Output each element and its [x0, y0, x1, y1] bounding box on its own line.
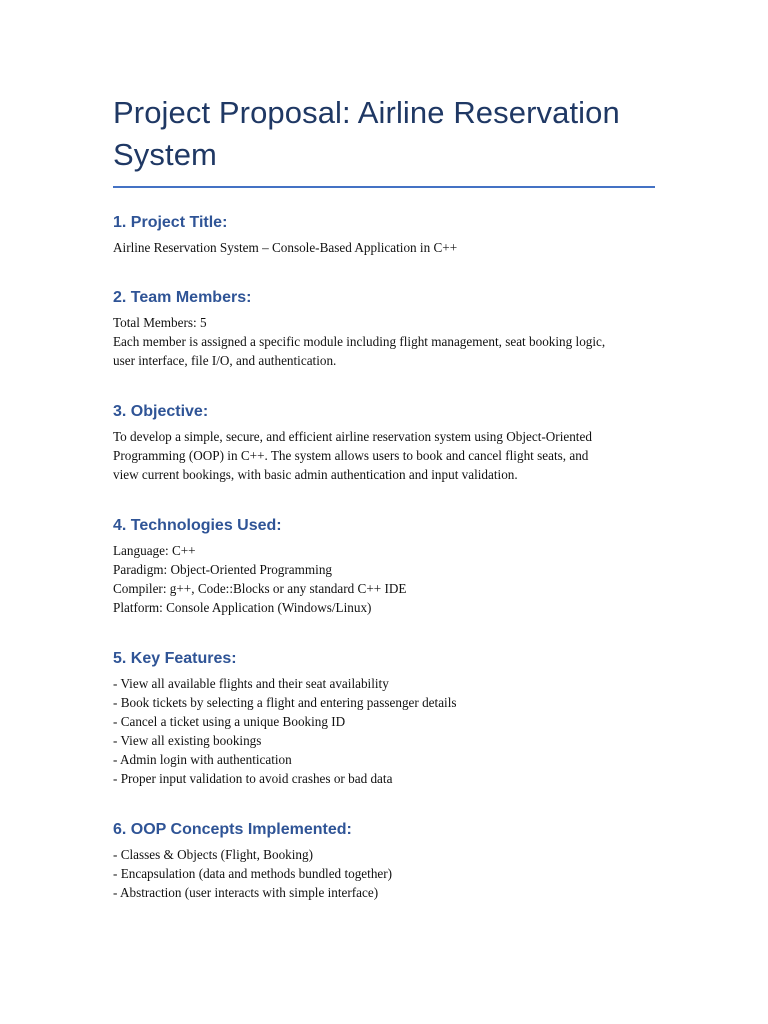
body-line: - Classes & Objects (Flight, Booking): [113, 847, 314, 862]
body-line: - Abstraction (user interacts with simple interface): [113, 885, 379, 900]
section-heading: 3. Objective:: [113, 403, 209, 420]
section-heading: 5. Key Features:: [113, 650, 237, 667]
body-line: - Book tickets by selecting a flight and entering passenger details: [113, 695, 457, 710]
section-project-title: [113, 212, 658, 257]
section-body: [113, 845, 658, 902]
section-technologies: [113, 515, 658, 617]
body-line: Language: C++: [113, 543, 196, 558]
body-line: - Encapsulation (data and methods bundled together): [113, 866, 393, 881]
section-team-members: [113, 287, 658, 370]
section-body: [113, 238, 658, 257]
section-key-features: [113, 648, 658, 788]
body-line: Paradigm: Object-Oriented Programming: [113, 562, 333, 577]
body-line: - Proper input validation to avoid crashes or bad data: [113, 771, 393, 786]
section-heading: 4. Technologies Used:: [113, 517, 282, 534]
section-body: [113, 313, 658, 370]
body-line: To develop a simple, secure, and efficient airline reservation system using Object-Oriented: [113, 429, 592, 444]
body-line: Airline Reservation System – Console-Based Application in C++: [113, 240, 458, 255]
section-heading: 6. OOP Concepts Implemented:: [113, 821, 352, 838]
section-heading: 1. Project Title:: [113, 214, 228, 231]
title-divider: [113, 186, 655, 188]
body-line: Programming (OOP) in C++. The system allows users to book and cancel flight seats, and: [113, 448, 589, 463]
body-line: Compiler: g++, Code::Blocks or any standard C++ IDE: [113, 581, 407, 596]
section-body: [113, 427, 658, 484]
document-page: [113, 92, 658, 900]
body-line: - View all available flights and their seat availability: [113, 676, 389, 691]
section-heading: 2. Team Members:: [113, 289, 252, 306]
body-line: user interface, file I/O, and authentication.: [113, 353, 337, 368]
body-line: - Admin login with authentication: [113, 752, 292, 767]
section-body: [113, 541, 658, 617]
body-line: - View all existing bookings: [113, 733, 262, 748]
section-body: [113, 674, 658, 788]
body-line: view current bookings, with basic admin authentication and input validation.: [113, 467, 518, 482]
body-line: Total Members: 5: [113, 315, 207, 330]
body-line: Platform: Console Application (Windows/Linux): [113, 600, 372, 615]
body-line: Each member is assigned a specific module including flight management, seat booking logic,: [113, 334, 606, 349]
body-line: - Cancel a ticket using a unique Booking ID: [113, 714, 346, 729]
section-oop-concepts: [113, 819, 658, 902]
document-title: Project Proposal: Airline Reservation System: [113, 95, 620, 172]
section-objective: [113, 401, 658, 484]
